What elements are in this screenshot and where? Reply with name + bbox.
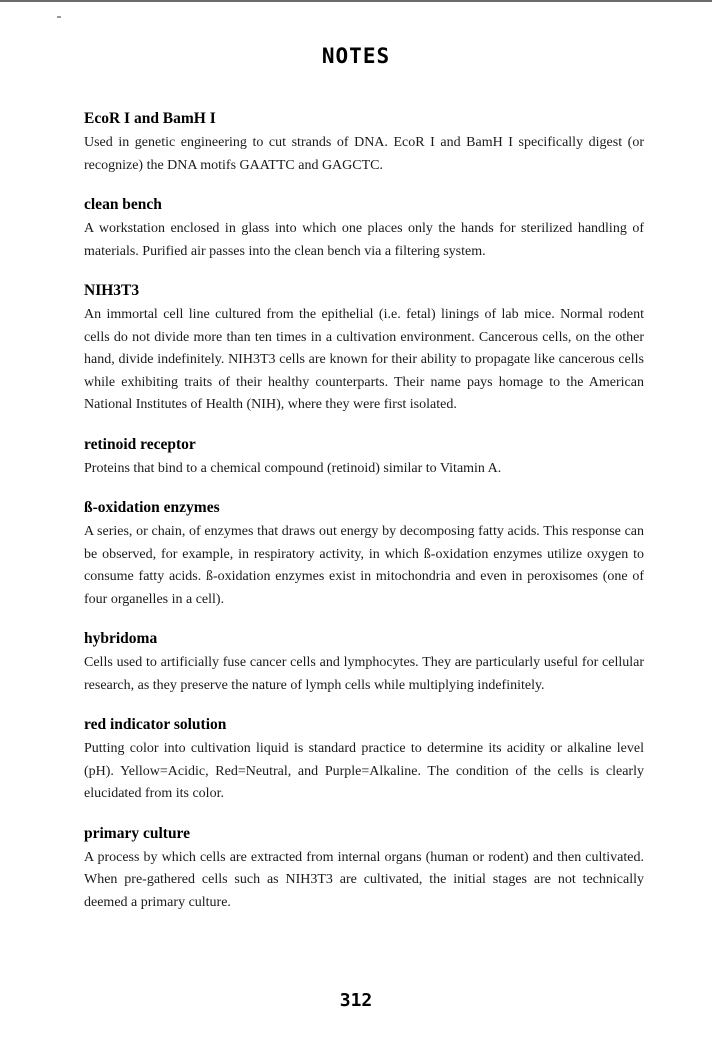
glossary-entry bbox=[84, 108, 644, 177]
glossary-term: hybridoma bbox=[84, 630, 158, 647]
glossary-definition: An immortal cell line cultured from the epithelial (i.e. fetal) linings of lab mice. Normal rodent cells do not divide more than ten times in a cultivation environment. Cancerous cells, on the other hand, divide indefinitely. NIH3T3 cells are known for their ability to propagate like cancerous cells while exhibiting traits of their healthy counterparts. Their name pays homage to the American National Institutes of Health (NIH), where they were first isolated. bbox=[84, 307, 644, 412]
scan-mark bbox=[57, 16, 61, 18]
glossary-definition: Proteins that bind to a chemical compound (retinoid) similar to Vitamin A. bbox=[84, 460, 502, 476]
glossary-definition: A process by which cells are extracted from internal organs (human or rodent) and then cultivated. When pre-gathered cells such as NIH3T3 are cultivated, the initial stages are not technically deemed a primary culture. bbox=[84, 849, 644, 910]
glossary-term: EcoR I and BamH I bbox=[84, 110, 216, 127]
glossary-term: retinoid receptor bbox=[84, 435, 196, 453]
page-number: 312 bbox=[339, 990, 373, 1011]
glossary-term: primary culture bbox=[84, 824, 191, 842]
glossary-term: red indicator solution bbox=[84, 716, 227, 733]
top-border-rule bbox=[0, 0, 712, 2]
glossary-term: NIH3T3 bbox=[84, 282, 140, 299]
glossary-entry bbox=[84, 194, 644, 263]
glossary-entry bbox=[84, 823, 644, 915]
page-title: NOTES bbox=[321, 44, 391, 68]
glossary-entry bbox=[84, 434, 644, 481]
glossary-term: ß-oxidation enzymes bbox=[84, 499, 220, 516]
glossary-entry bbox=[84, 628, 644, 697]
glossary-definition: Used in genetic engineering to cut strands of DNA. EcoR I and BamH I specifically digest (or recognize) the DNA motifs GAATTC and GAGCTC. bbox=[84, 135, 644, 173]
glossary-definition: A series, or chain, of enzymes that draws out energy by decomposing fatty acids. This response can be observed, for example, in respiratory activity, in which ß-oxidation enzymes utilize oxygen to consume fatty acids. ß-oxidation enzymes exist in mitochondria and even in peroxisomes (one of four organelles in a cell). bbox=[84, 524, 644, 607]
glossary-entry bbox=[84, 497, 644, 611]
glossary-entry bbox=[84, 714, 644, 806]
glossary-notes bbox=[84, 108, 644, 931]
glossary-entry bbox=[84, 280, 644, 417]
glossary-definition: Cells used to artificially fuse cancer cells and lymphocytes. They are particularly useful for cellular research, as they preserve the nature of lymph cells while multiplying indefinitely. bbox=[84, 655, 644, 693]
glossary-definition: Putting color into cultivation liquid is standard practice to determine its acidity or alkaline level (pH). Yellow=Acidic, Red=Neutral, and Purple=Alkaline. The condition of the cells is clearly elucidated from its color. bbox=[84, 741, 644, 801]
glossary-definition: A workstation enclosed in glass into which one places only the hands for sterilized handling of materials. Purified air passes into the clean bench via a filtering system. bbox=[84, 221, 644, 259]
glossary-term: clean bench bbox=[84, 196, 162, 213]
